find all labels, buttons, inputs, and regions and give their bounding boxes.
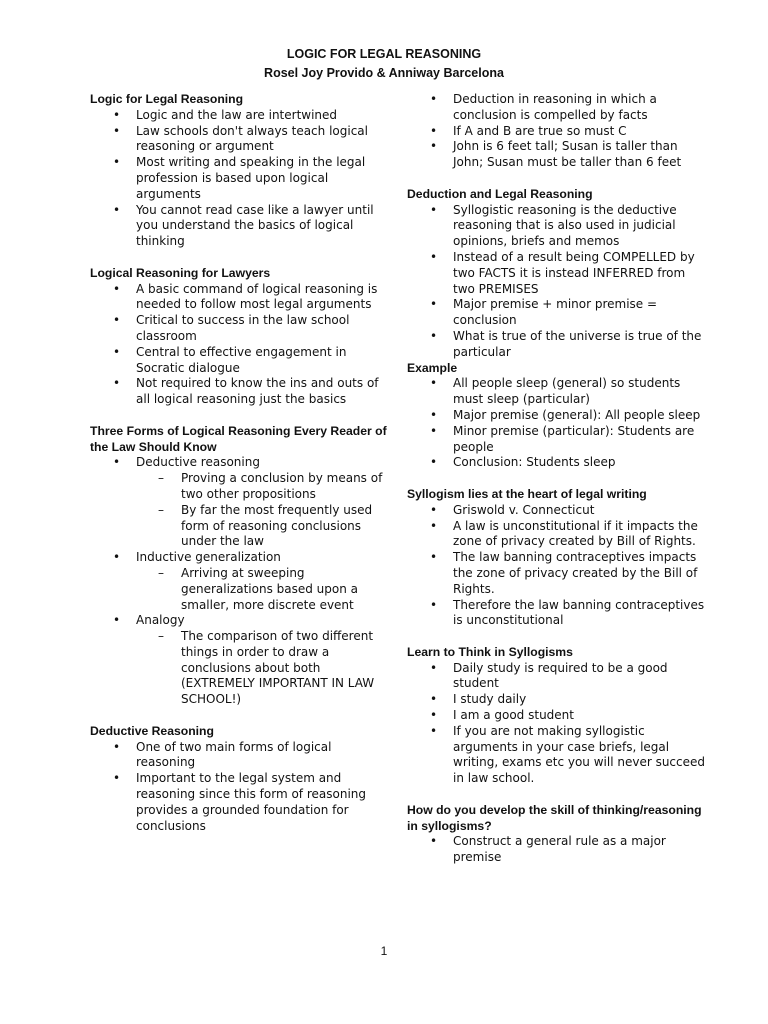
list-item: • Law schools don't always teach logical reasoning or argument bbox=[90, 124, 390, 156]
list-item: • Deduction in reasoning in which a conclusion is compelled by facts bbox=[407, 92, 707, 124]
section-heading: Logical Reasoning for Lawyers bbox=[90, 265, 271, 280]
bullet-list bbox=[90, 455, 390, 708]
list-item: • Analogy bbox=[90, 613, 390, 629]
section-syllogism-legal-writing bbox=[407, 487, 707, 629]
list-item: • Not required to know the ins and outs of all logical reasoning just the basics bbox=[90, 376, 390, 408]
bullet-list bbox=[407, 376, 707, 471]
bullet-list bbox=[407, 203, 707, 361]
list-item: • All people sleep (general) so students must sleep (particular) bbox=[407, 376, 707, 408]
list-item: • Conclusion: Students sleep bbox=[407, 455, 707, 471]
list-item: • Minor premise (particular): Students are people bbox=[407, 424, 707, 456]
section-heading: How do you develop the skill of thinking/reasoning in syllogisms? bbox=[407, 802, 702, 833]
bullet-list bbox=[407, 834, 707, 866]
list-item: • Deductive reasoning bbox=[90, 455, 390, 471]
list-item: • Inductive generalization bbox=[90, 550, 390, 566]
section-deductive-reasoning-continued bbox=[407, 92, 707, 171]
bullet-list bbox=[90, 740, 390, 835]
section-example bbox=[407, 361, 707, 472]
section-logic-for-legal-reasoning bbox=[90, 92, 390, 250]
list-item: • John is 6 feet tall; Susan is taller than John; Susan must be taller than 6 feet bbox=[407, 139, 707, 171]
section-deductive-reasoning bbox=[90, 724, 390, 835]
document-authors: Rosel Joy Provido & Anniway Barcelona bbox=[264, 66, 504, 80]
section-heading: Logic for Legal Reasoning bbox=[90, 92, 244, 106]
sub-list-item: – Arriving at sweeping generalizations based upon a smaller, more discrete event bbox=[90, 566, 390, 613]
section-heading: Learn to Think in Syllogisms bbox=[407, 644, 573, 659]
list-item: • Syllogistic reasoning is the deductive reasoning that is also used in judicial opinions, briefs and memos bbox=[407, 203, 707, 250]
list-item: • A law is unconstitutional if it impacts the zone of privacy created by Bill of Rights. bbox=[407, 519, 707, 551]
section-three-forms bbox=[90, 424, 390, 708]
sub-list-item: – Proving a conclusion by means of two other propositions bbox=[90, 471, 390, 503]
list-item: • What is true of the universe is true of the particular bbox=[407, 329, 707, 361]
sub-list-item: – By far the most frequently used form of reasoning conclusions under the law bbox=[90, 503, 390, 550]
right-column bbox=[407, 92, 707, 882]
list-item: • Logic and the law are intertwined bbox=[90, 108, 390, 124]
list-item: • Construct a general rule as a major premise bbox=[407, 834, 707, 866]
section-develop-skill bbox=[407, 803, 707, 866]
list-item: • Central to effective engagement in Socratic dialogue bbox=[90, 345, 390, 377]
list-item: • Most writing and speaking in the legal profession is based upon logical arguments bbox=[90, 155, 390, 202]
bullet-list bbox=[90, 108, 390, 250]
list-item: • A basic command of logical reasoning is needed to follow most legal arguments bbox=[90, 282, 390, 314]
bullet-list bbox=[407, 92, 707, 171]
list-item: • Critical to success in the law school classroom bbox=[90, 313, 390, 345]
list-item: • Major premise + minor premise = conclusion bbox=[407, 297, 707, 329]
bullet-list bbox=[90, 282, 390, 408]
bullet-list bbox=[407, 503, 707, 629]
document-title: LOGIC FOR LEGAL REASONING bbox=[286, 47, 482, 61]
left-column bbox=[90, 92, 390, 850]
section-heading: Syllogism lies at the heart of legal writing bbox=[407, 486, 647, 501]
list-item: • If you are not making syllogistic arguments in your case briefs, legal writing, exams etc you will never succeed in law school. bbox=[407, 724, 707, 787]
list-item: • Therefore the law banning contraceptives is unconstitutional bbox=[407, 598, 707, 630]
list-item: • Instead of a result being COMPELLED by two FACTS it is instead INFERRED from two PREMISES bbox=[407, 250, 707, 297]
bullet-list bbox=[407, 661, 707, 787]
list-item: • The law banning contraceptives impacts the zone of privacy created by the Bill of Rights. bbox=[407, 550, 707, 597]
section-deduction-and-legal-reasoning bbox=[407, 187, 707, 361]
list-item: • I study daily bbox=[407, 692, 707, 708]
section-logical-reasoning-for-lawyers bbox=[90, 266, 390, 408]
section-learn-to-think bbox=[407, 645, 707, 787]
section-heading: Three Forms of Logical Reasoning Every Reader of the Law Should Know bbox=[90, 423, 387, 454]
list-item: • Important to the legal system and reasoning since this form of reasoning provides a grounded foundation for conclusions bbox=[90, 771, 390, 834]
list-item: • I am a good student bbox=[407, 708, 707, 724]
list-item: • If A and B are true so must C bbox=[407, 124, 707, 140]
section-heading: Deduction and Legal Reasoning bbox=[407, 186, 593, 201]
list-item: • Daily study is required to be a good student bbox=[407, 661, 707, 693]
page-number: 1 bbox=[380, 944, 388, 958]
section-heading: Deductive Reasoning bbox=[90, 723, 214, 738]
list-item: • One of two main forms of logical reasoning bbox=[90, 740, 390, 772]
sub-list-item: – The comparison of two different things in order to draw a conclusions about both (EXTREMELY IMPORTANT IN LAW SCHOOL!) bbox=[90, 629, 390, 708]
list-item: • You cannot read case like a lawyer until you understand the basics of logical thinking bbox=[90, 203, 390, 250]
list-item: • Griswold v. Connecticut bbox=[407, 503, 707, 519]
list-item: • Major premise (general): All people sleep bbox=[407, 408, 707, 424]
section-heading: Example bbox=[407, 360, 458, 375]
